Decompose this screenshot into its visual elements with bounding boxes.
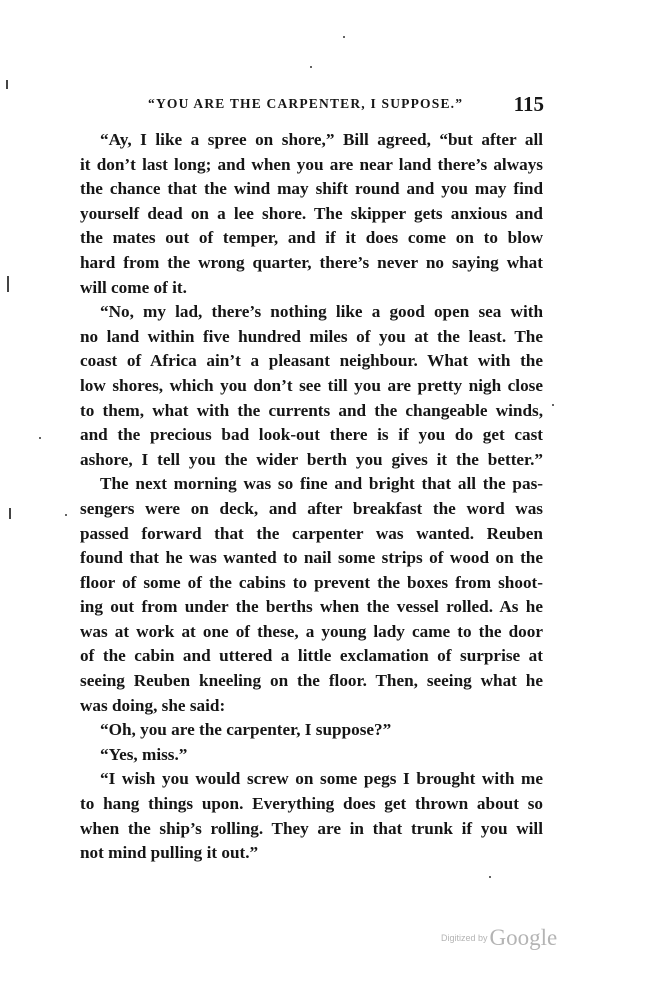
scan-speck <box>489 876 491 878</box>
text-line: The next morning was so fine and bright that all the pas- <box>100 474 543 494</box>
text-line: floor of some of the cabins to prevent the boxes from shoot- <box>80 572 543 592</box>
scan-speck <box>552 404 554 406</box>
running-head: “YOU ARE THE CARPENTER, I SUPPOSE.” <box>148 96 464 111</box>
text-line: ashore, I tell you the wider berth you gives it the better.” <box>80 449 543 469</box>
text-line: coast of Africa ain’t a pleasant neighbour. What with the <box>80 351 543 371</box>
text-line: was at work at one of these, a young lady came to the door <box>80 621 543 641</box>
scan-edge-mark <box>9 508 11 519</box>
text-line: “Oh, you are the carpenter, I suppose?” <box>100 720 392 740</box>
text-line: was doing, she said: <box>80 695 226 715</box>
text-line: “Ay, I like a spree on shore,” Bill agreed, “but after all <box>100 130 543 149</box>
scan-speck <box>39 437 41 439</box>
scan-edge-mark <box>7 276 9 292</box>
text-line: will come of it. <box>80 277 187 297</box>
google-watermark <box>441 925 557 951</box>
scan-speck <box>343 36 345 38</box>
text-line: to them, what with the currents and the changeable winds, <box>80 400 543 420</box>
text-line: of the cabin and uttered a little exclamation of surprise at <box>80 646 543 666</box>
google-logo: Google <box>489 925 558 950</box>
body-text <box>80 128 543 866</box>
scan-speck <box>310 66 312 68</box>
page-header <box>80 92 544 122</box>
text-line: found that he was wanted to nail some strips of wood on the <box>80 548 543 568</box>
text-line: when the ship’s rolling. They are in that trunk if you will <box>80 818 543 838</box>
text-line: passed forward that the carpenter was wanted. Reuben <box>80 523 543 543</box>
text-line: hard from the wrong quarter, there’s never no saying what <box>80 252 543 272</box>
text-line: “I wish you would screw on some pegs I brought with me <box>100 769 543 789</box>
text-line: “No, my lad, there’s nothing like a good open sea with <box>100 302 543 322</box>
text-line: and the precious bad look-out there is if you do get cast <box>80 425 543 445</box>
scan-speck <box>65 514 67 516</box>
text-line: ing out from under the berths when the vessel rolled. As he <box>80 597 543 617</box>
text-line: no land within five hundred miles of you at the least. The <box>80 326 543 346</box>
scan-edge-mark <box>6 80 8 89</box>
text-line: it don’t last long; and when you are near land there’s always <box>80 154 543 174</box>
page-number: 115 <box>513 92 544 116</box>
watermark-prefix: Digitized by <box>441 933 488 943</box>
text-line: not mind pulling it out.” <box>80 843 259 863</box>
text-line: seeing Reuben kneeling on the floor. Then, seeing what he <box>80 671 543 691</box>
text-line: low shores, which you don’t see till you are pretty nigh close <box>80 375 543 395</box>
text-line: yourself dead on a lee shore. The skipper gets anxious and <box>80 203 543 223</box>
text-line: sengers were on deck, and after breakfast the word was <box>80 498 543 518</box>
text-line: the mates out of temper, and if it does come on to blow <box>80 228 543 248</box>
text-line: the chance that the wind may shift round and you may find <box>80 179 543 199</box>
text-line: to hang things upon. Everything does get thrown about so <box>80 794 543 814</box>
text-line: “Yes, miss.” <box>100 744 188 764</box>
